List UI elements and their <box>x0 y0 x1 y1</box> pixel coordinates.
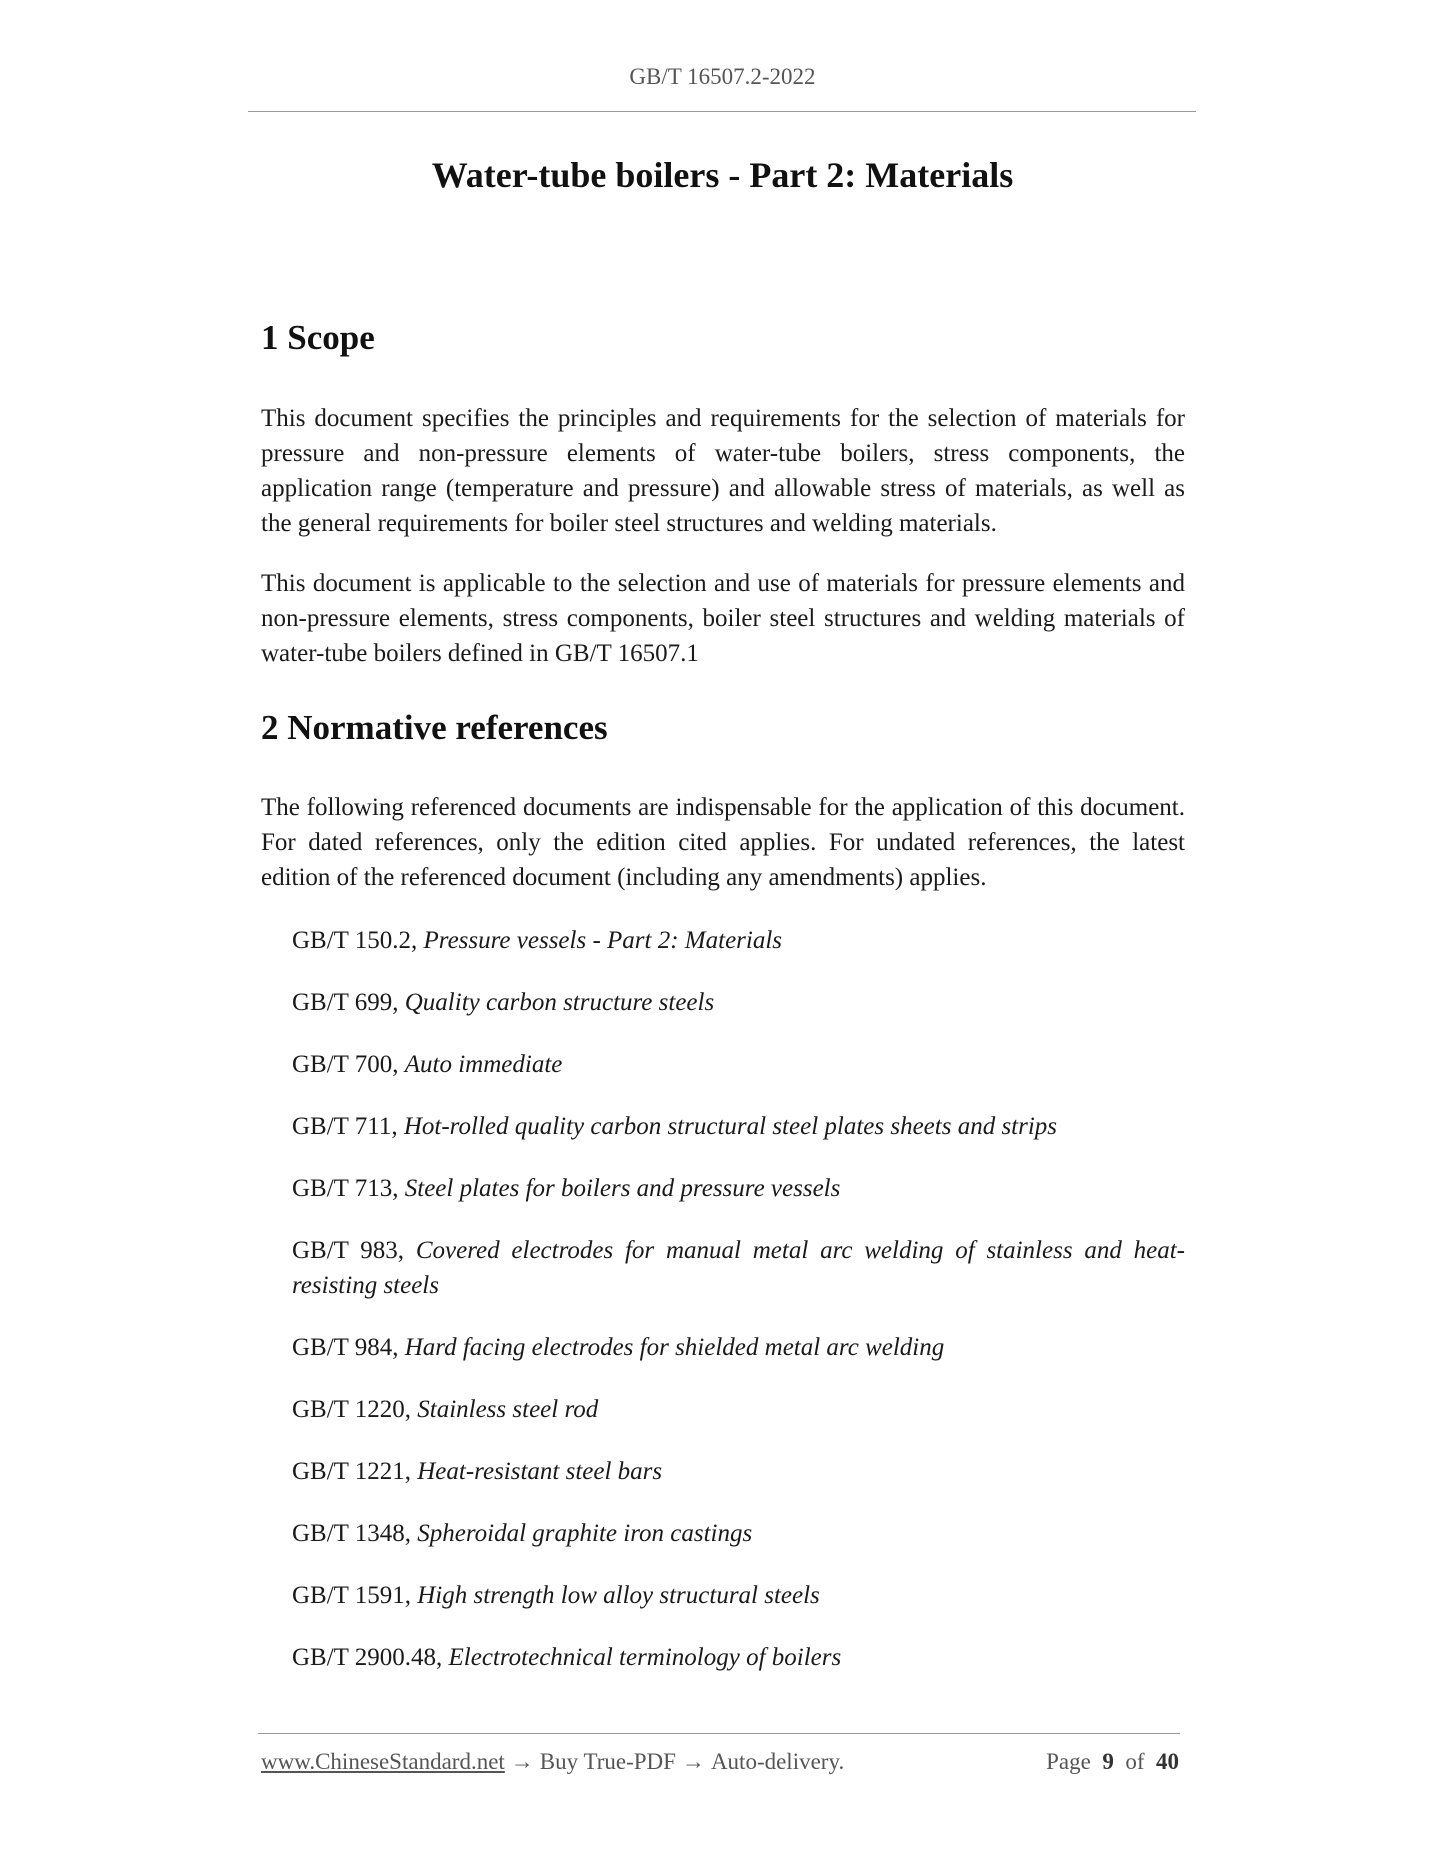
reference-code: GB/T 150.2, <box>292 927 418 954</box>
reference-item <box>292 1578 1185 1613</box>
scope-text-1: This document specifies the principles and requirements for the selection of materials for pressure and non-pressure elements of water-tube boilers, stress components, the application range (temperature and pressure) and allowable stress of materials, as well as the general requirements for boiler steel structures and welding materials. <box>261 405 1185 537</box>
reference-code: GB/T 984, <box>292 1334 399 1361</box>
reference-title: Steel plates for boilers and pressure vessels <box>404 1175 841 1202</box>
buy-pdf-text: Buy True-PDF <box>539 1749 676 1774</box>
reference-item <box>292 1047 1185 1082</box>
reference-item <box>292 1640 1185 1675</box>
normative-heading-block <box>261 708 1185 748</box>
arrow-right-icon: → <box>510 1749 534 1774</box>
reference-item <box>292 1171 1185 1206</box>
reference-code: GB/T 2900.48, <box>292 1644 443 1671</box>
page-footer <box>261 1749 1179 1775</box>
reference-title: Pressure vessels - Part 2: Materials <box>423 927 783 954</box>
reference-code: GB/T 1221, <box>292 1458 411 1485</box>
reference-item <box>292 923 1185 958</box>
of-label: of <box>1125 1749 1145 1774</box>
reference-title: Spheroidal graphite iron castings <box>417 1520 753 1547</box>
running-header: GB/T 16507.2-2022 <box>629 64 816 89</box>
reference-item <box>292 1516 1185 1551</box>
chinesestandard-link[interactable]: www.ChineseStandard.net <box>261 1749 505 1774</box>
reference-code: GB/T 1348, <box>292 1520 411 1547</box>
reference-code: GB/T 983, <box>292 1237 405 1264</box>
reference-code: GB/T 1591, <box>292 1582 411 1609</box>
scope-paragraph-2 <box>261 566 1185 671</box>
section-heading-scope: 1 Scope <box>261 318 375 357</box>
page-label: Page <box>1046 1749 1091 1774</box>
reference-list <box>292 923 1185 1702</box>
auto-delivery-text: Auto-delivery. <box>710 1749 845 1774</box>
reference-title: Hard facing electrodes for shielded metal arc welding <box>404 1334 945 1361</box>
reference-title: Electrotechnical terminology of boilers <box>448 1644 842 1671</box>
reference-item <box>292 1233 1185 1303</box>
header-divider <box>248 111 1196 112</box>
normative-paragraph <box>261 790 1185 895</box>
document-title: Water-tube boilers - Part 2: Materials <box>431 155 1014 195</box>
reference-title: Hot-rolled quality carbon structural steel plates sheets and strips <box>403 1113 1058 1140</box>
footer-left <box>261 1749 844 1775</box>
section-heading-normative-references: 2 Normative references <box>261 708 608 747</box>
reference-title: Stainless steel rod <box>417 1396 599 1423</box>
reference-title: Auto immediate <box>404 1051 563 1078</box>
reference-code: GB/T 713, <box>292 1175 399 1202</box>
reference-item <box>292 1109 1185 1144</box>
arrow-right-icon: → <box>681 1749 705 1774</box>
reference-code: GB/T 699, <box>292 989 399 1016</box>
reference-title: High strength low alloy structural steels <box>417 1582 820 1609</box>
reference-title: Quality carbon structure steels <box>404 989 715 1016</box>
reference-item <box>292 1454 1185 1489</box>
scope-text-2: This document is applicable to the selection and use of materials for pressure elements and non-pressure elements, stress components, boiler steel structures and welding materials of water-tube boilers defined in GB/T 16507.1 <box>261 570 1185 667</box>
reference-item <box>292 1392 1185 1427</box>
reference-title: Covered electrodes for manual metal arc welding of stainless and heat-resisting steels <box>292 1237 1186 1299</box>
page-number <box>1046 1749 1179 1775</box>
footer-divider <box>258 1733 1180 1734</box>
reference-item <box>292 985 1185 1020</box>
reference-title: Heat-resistant steel bars <box>417 1458 663 1485</box>
reference-code: GB/T 1220, <box>292 1396 411 1423</box>
scope-paragraph-1 <box>261 401 1185 541</box>
reference-item <box>292 1330 1185 1365</box>
reference-code: GB/T 711, <box>292 1113 398 1140</box>
current-page: 9 <box>1102 1749 1114 1774</box>
scope-heading-block <box>261 318 1185 358</box>
reference-code: GB/T 700, <box>292 1051 399 1078</box>
total-pages: 40 <box>1156 1749 1179 1774</box>
normative-text: The following referenced documents are indispensable for the application of this document. For dated references, only the edition cited applies. For undated references, the latest edition of the referenced document (including any amendments) applies. <box>261 794 1185 891</box>
